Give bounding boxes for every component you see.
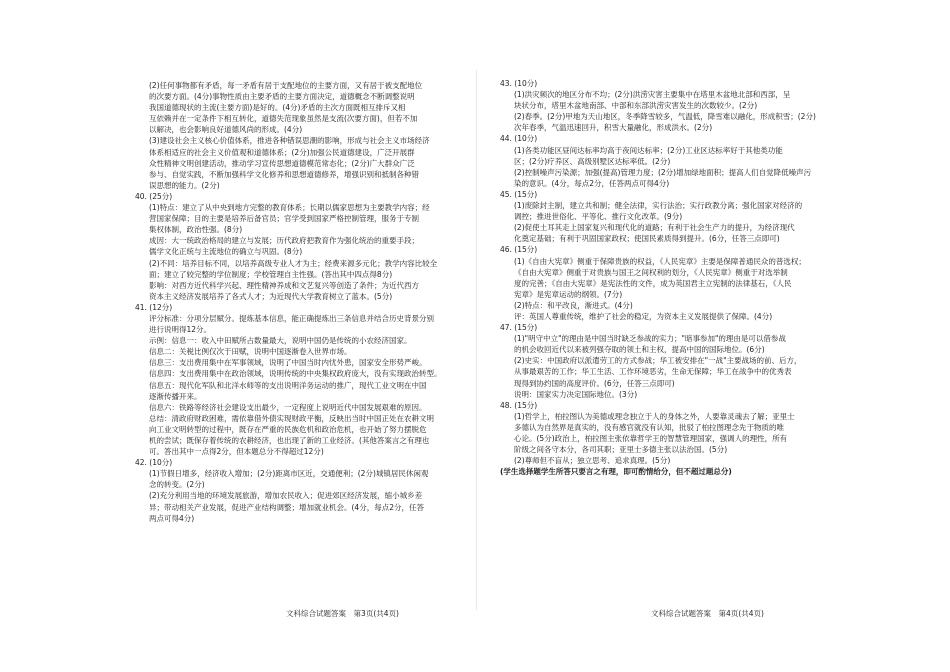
question-heading: 45. (15分) (500, 189, 538, 199)
answer-line: 现得到协约国的高度评价。(6分，任答三点即可) (514, 378, 675, 388)
answer-line: 评分标准：分项分层赋分。提炼基本信息，能正确提炼出三条信息并结合历史背景分别 (149, 313, 434, 323)
answer-line: 向工业文明转型的过程中，既存在严重的民族危机和政治危机，也开始了努力摆脱危 (149, 424, 427, 434)
question-heading: 48. (15分) (500, 400, 538, 410)
answer-line: 误思想的能力。(2分) (149, 180, 220, 190)
answer-line: (1)各类功能区昼间达标率均高于夜间达标率；(2分)工业区达标率好于其他类功能 (514, 145, 783, 155)
answer-line: (1)哲学上，柏拉图认为美德或理念独立于人的身体之外，人要靠灵魂去了解；亚里士 (514, 411, 795, 421)
answer-line: 互依赖并在一定条件下相互转化，道德失范现象虽然是支流(次要方面)，但若不加 (149, 114, 418, 124)
answer-line: 进行说明得12分。 (149, 325, 212, 335)
question-heading: 42. (10分) (135, 458, 173, 468)
answer-line: 集权体制，政治性强。(8分) (149, 225, 243, 235)
answer-line: 可。答出其中一点得2分，但本题总分不得超过12分) (149, 447, 324, 457)
answer-line: (1)节假日增多，经济收入增加；(2分)距离市区近，交通便利；(2分)城镇居民休闲观 (149, 469, 429, 479)
answer-line: 总结：清政府财政困难，需依靠借外债实现财政平衡，反映出当时中国正处在农耕文明 (149, 413, 434, 423)
answer-line: 染的意识。(4分，每点2分，任答两点可得4分) (514, 178, 670, 188)
answer-line: 信息五：现代化军队和北洋水师等的支出说明洋务运动的推广，现代工业文明在中国 (149, 380, 427, 390)
answer-line: 影响：对西方近代科学兴起、理性精神养成和文艺复兴等创造了条件；为近代西方 (149, 280, 419, 290)
question-heading: 44. (10分) (500, 134, 538, 144)
question-heading: 47. (15分) (500, 323, 538, 333)
answer-line: (3)建设社会主义核心价值体系，推进各种错误思潮的影响，形成与社会主义市场经济 (149, 136, 430, 146)
answer-line: (1)洪灾频次的地区分布不均；(2分)洪涝灾害主要集中在塔里木盆地北部和西部，呈 (514, 90, 791, 100)
answer-line: 度的完善；《自由大宪章》是宪法性的文件，成为英国君主立宪制的法律基石，《人民 (514, 278, 792, 288)
question-heading: 40. (25分) (135, 191, 173, 201)
answer-line: 信息二：关税比例仅次于田赋，说明中国逐渐卷入世界市场。 (149, 347, 352, 357)
question-heading: 43. (10分) (500, 79, 538, 88)
answer-line: 以解决，也会影响良好道德风尚的形成。(4分) (149, 125, 303, 135)
answer-line: 我国道德现状的主流(主要方面)是好的。(4分)矛盾的主次方面既相互排斥又相 (149, 103, 406, 113)
answer-line: 调控；推进世俗化、平等化、推行文化改革。(9分) (514, 212, 683, 222)
answer-line: 心论。(5分)政治上，柏拉图主张依靠哲学王的智慧管理国家，强调人的理性，所有 (514, 434, 788, 443)
answer-line: (1)废除封主制，建立共和制；健全法律，实行法治；实行政教分离；强化国家对经济的 (514, 201, 803, 211)
answer-line: 体系相适应的社会主义价值观和道德体系；(2分)加强公民道德建设，广泛开展群 (149, 147, 415, 157)
answer-line: 信息四：支出费用集中在政治领域，说明传统的中央集权政府庞大，没有实现政治转型。 (149, 369, 442, 379)
answer-line: 宪章》是宪章运动的纲领。(7分) (514, 289, 623, 299)
answer-line: (学生选择题学生所答只要言之有理，即可酌情给分，但不超过题总分) (500, 467, 732, 477)
answer-line: 信息六：铁路等经济社会建设支出最少，一定程度上说明近代中国发展艰难的原因。 (149, 402, 427, 412)
answer-line: 面；建立了较完整的学位制度；学校管理自主性强。(答出其中四点得8分) (149, 269, 393, 279)
answer-line: 两点可得4分) (149, 513, 195, 523)
answer-line: 的机会收回近代以来被列强夺取的领土和主权，提高中国的国际地位。(6分) (514, 345, 765, 355)
answer-line: 从事最艰苦的工作；华工生活、工作环境恶劣，生命无保障；华工在战争中的优秀表 (514, 367, 792, 377)
answer-line: 信息三：支出费用集中在军事领域，说明了中国当时内忧外患，国家安全形势严峻。 (149, 358, 427, 368)
left-page-footer: 文科综合试题答案 第3页(共4页) (286, 609, 399, 618)
answer-line: 《自由大宪章》侧重于对贵族与国王之间权利的划分，《人民宪章》侧重于对选举制 (514, 267, 788, 277)
answer-line: 众性精神文明创建活动，推动学习宣传思想道德模范常态化；(2分)广大群众广泛 (149, 158, 415, 168)
answer-line: 营国家保障；目的主要是培养后备官员；官学受到国家严格控制管理，服务于专制 (149, 214, 419, 224)
answer-line: 念的转变。(2分) (149, 480, 205, 490)
answer-line: 阶级之间各守本分，各司其职；亚里士多德主张以法治国。(5分) (514, 445, 728, 455)
answer-line: 成因：大一统政治格局的建立与发展；历代政府把教育作为强化统治的重要手段； (149, 236, 419, 246)
answer-line: 说明：国家实力决定国际地位。(3分) (514, 389, 638, 399)
answer-line: 次年春季，气温迅速回升，积雪大量融化，形成洪水。(2分) (514, 123, 713, 133)
answer-line: (2)春季。(2分)甲地为天山地区，冬季降雪较多，气温低，降雪难以融化，形成积雪；(2分) (514, 112, 816, 122)
answer-line: 评：英国人尊重传统，维护了社会的稳定，为资本主义发展提供了保障。(4分) (514, 311, 773, 321)
answer-line: 参与、自觉实践，不断加强科学文化修养和思想道德修养，增强识别和抵制各种错 (149, 169, 419, 179)
answer-line: 多德认为自然界是真实的，没有感官就没有认知，批驳了柏拉图理念先于物质的唯 (514, 422, 784, 432)
answer-line: 块状分布，塔里木盆地南部、中部和东部洪涝灾害发生的次数较少。(2分) (514, 101, 758, 111)
left-page-content (135, 80, 550, 524)
answer-line: (2)促使土耳其走上国家复兴和现代化的道路；有利于社会生产力的提升，为经济现代 (514, 223, 795, 233)
answer-line: (1)《自由大宪章》侧重于保障贵族的权益，《人民宪章》主要是保障普通民众的普选权； (514, 256, 806, 266)
answer-line: 示例：信息一：收入中田赋所占数量最大，说明中国仍是传统的小农经济国家。 (149, 336, 412, 346)
answer-line: 资本主义经济发展培养了各式人才；为近现代大学教育树立了蓝本。(5分) (149, 291, 393, 301)
answer-line: 的次要方面。(4分)事物性质由主要矛盾的主要方面决定，道德概念不断调整说明 (149, 92, 415, 102)
right-page-content (500, 78, 915, 477)
answer-line: 区；(2分)疗养区、高级别墅区达标率低。(2分) (514, 156, 671, 166)
answer-line: 化奠定基础；有利于巩固国家政权；使国民素质得到提升。(6分，任答三点即可) (514, 234, 780, 244)
right-page-footer: 文科综合试题答案 第4页(共4页) (651, 609, 764, 618)
answer-line: 异；带动相关产业发展，促进产业结构调整；增加就业机会。(4分，每点2分，任答 (149, 502, 424, 512)
question-heading: 41. (12分) (135, 302, 173, 312)
answer-line: 机的尝试；既保存着传统的农耕经济，也出现了新的工业经济。(其他答案言之有理也 (149, 436, 430, 445)
question-heading: 46. (15分) (500, 245, 538, 255)
answer-line: (2)史实：中国政府以派遣劳工的方式参战；华工被安排在"一战"主要战场的前、后方， (514, 356, 802, 366)
answer-line: (2)不同：培养目标不同，以培养高级专业人才为主；经费来源多元化；教学内容比较全 (149, 258, 438, 268)
answer-line: (2)充分利用当地的环境发展旅游，增加农民收入；促进郊区经济发展，缩小城乡差 (149, 491, 423, 501)
answer-line: 儒学文化正统与主流地位的确立与巩固。(8分) (149, 247, 303, 257)
answer-line: (2)任何事物都有矛盾，每一矛盾有居于支配地位的主要方面，又有居于被支配地位 (149, 81, 423, 90)
answer-line: (2)控制噪声污染源；加强(提高)管理力度；(2分)增加绿地面积；提高人们自觉降低噪声污 (514, 167, 812, 177)
answer-line: (2)特点：和平改良，渐进式。(4分) (514, 300, 633, 310)
answer-line: (1)特点：建立了从中央到地方完整的教育体系；长期以儒家思想为主要教学内容；经 (149, 203, 430, 213)
answer-line: 逐渐传播开来。 (149, 391, 202, 401)
answer-line: (2)尊师但不盲从；独立思考、追求真理。(5分) (514, 456, 671, 466)
answer-line: (1)"明守中立"的理由是中国当时缺乏参战的实力；"暗事参加"的理由是可以借参战 (514, 334, 786, 344)
